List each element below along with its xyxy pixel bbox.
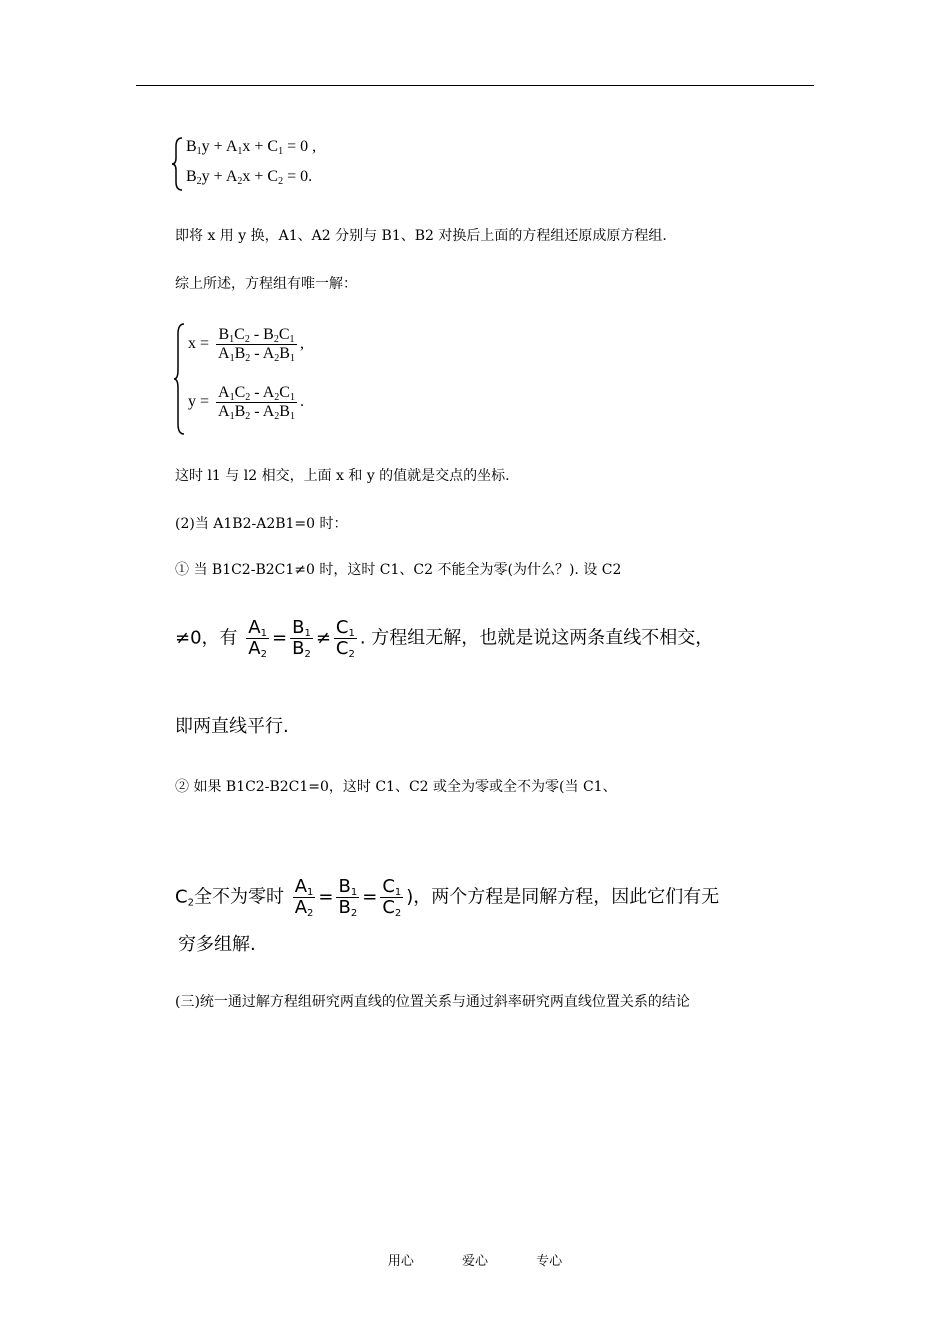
paragraph-case-2-2: ② 如果 B1C2-B2C1=0，这时 C1、C2 或全为零或全不为零(当 C1、	[175, 779, 617, 795]
page-footer	[0, 1250, 950, 1269]
fraction-c: $\frac{C_1}{C_2}$	[335, 617, 355, 660]
solution-x-fraction: $\frac{B_1C_2 - B_2C_1}{A_1B_2 - A_2B_1}$	[218, 326, 295, 364]
header-rule	[136, 85, 814, 86]
fraction-c: $\frac{C_1}{C_2}$	[382, 876, 402, 919]
footer-text-1: 用心	[387, 1254, 414, 1269]
paragraph-no-solution: ≠0，有 $\frac{A_1}{A_2}$ = $\frac{B_1}{B_2}$ ≠ $\frac{C_1}{C_2}$ . 方程组无解，也就是说这两条直线不相交，	[175, 617, 714, 660]
solution-y: y = $\frac{A_1C_2 - A_2C_1}{A_1B_2 - A_2B_1}$ .	[188, 384, 304, 422]
fraction-b: $\frac{B_1}{B_2}$	[338, 876, 358, 919]
system-line-1: $B_1y + A_1x + C_1 = 0$ ,	[186, 138, 317, 157]
fraction-b: $\frac{B_1}{B_2}$	[292, 617, 311, 660]
footer-text-3: 专心	[536, 1254, 563, 1269]
paragraph-case-2: (2)当 A1B2-A2B1=0 时：	[175, 516, 348, 532]
paragraph-intersect: 这时 l1 与 l2 相交，上面 x 和 y 的值就是交点的坐标.	[175, 468, 510, 484]
paragraph-swap: 即将 x 用 y 换，A1、A2 分别与 B1、B2 对换后上面的方程组还原成原方程组.	[175, 228, 667, 244]
paragraph-infinite: 穷多组解.	[178, 934, 256, 955]
solution-y-fraction: $\frac{A_1C_2 - A_2C_1}{A_1B_2 - A_2B_1}$	[218, 384, 295, 422]
footer-text-2: 爱心	[461, 1254, 488, 1269]
brace-icon	[174, 322, 186, 436]
brace-icon	[172, 136, 184, 192]
solution-x: x = $\frac{B_1C_2 - B_2C_1}{A_1B_2 - A_2B_1}$ ,	[188, 326, 304, 364]
paragraph-case-2-1: ① 当 B1C2-B2C1≠0 时，这时 C1、C2 不能全为零(为什么？). 设 C2	[175, 562, 622, 578]
paragraph-same-solution: $C_2$全不为零时 $\frac{A_1}{A_2}$ = $\frac{B_1}{B_2}$ = $\frac{C_1}{C_2}$ )，两个方程是同解方程，因此它们有无	[175, 876, 720, 919]
fraction-a: $\frac{A_1}{A_2}$	[294, 876, 314, 919]
section-heading: (三)统一通过解方程组研究两直线的位置关系与通过斜率研究两直线位置关系的结论	[175, 994, 690, 1010]
paragraph-parallel: 即两直线平行.	[175, 716, 289, 737]
fraction-a: $\frac{A_1}{A_2}$	[248, 617, 267, 660]
paragraph-summary: 综上所述，方程组有唯一解：	[175, 276, 357, 292]
system-line-2: $B_2y + A_2x + C_2 = 0$.	[186, 168, 313, 187]
